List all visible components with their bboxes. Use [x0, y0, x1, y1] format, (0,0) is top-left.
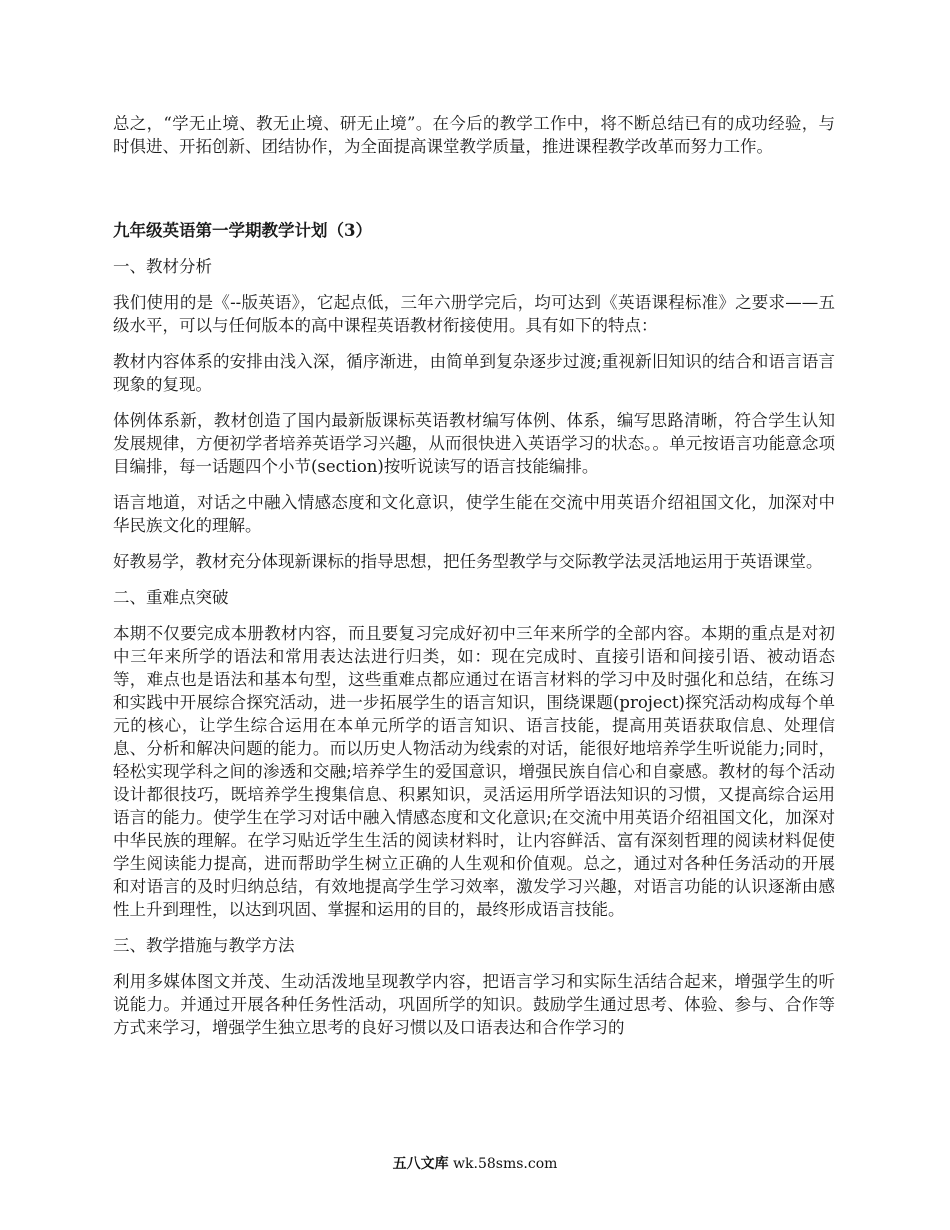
paragraph: 我们使用的是《--版英语》，它起点低，三年六册学完后，均可达到《英语课程标准》之要求——五级水平，可以与任何版本的高中课程英语教材衔接使用。具有如下的特点： — [113, 293, 835, 335]
document-body — [113, 112, 835, 1039]
section-heading: 二、重难点突破 — [113, 588, 229, 607]
paragraph: 好教易学，教材充分体现新课标的指导思想，把任务型教学与交际教学法灵活地运用于英语课堂。 — [113, 552, 823, 571]
paragraph: 语言地道，对话之中融入情感态度和文化意识，使学生能在交流中用英语介绍祖国文化，加深对中华民族文化的理解。 — [113, 493, 835, 535]
paragraph: 教材内容体系的安排由浅入深，循序渐进，由简单到复杂逐步过渡;重视新旧知识的结合和语言语言现象的复现。 — [113, 352, 835, 394]
page-footer — [0, 1154, 950, 1174]
paragraph: 利用多媒体图文并茂、生动活泼地呈现教学内容，把语言学习和实际生活结合起来，增强学生的听说能力。并通过开展各种任务性活动，巩固所学的知识。鼓励学生通过思考、体验、参与、合作等方式来学习，增强学生独立思考的良好习惯以及口语表达和合作学习的 — [113, 972, 835, 1037]
paragraph: 体例体系新，教材创造了国内最新版课标英语教材编写体例、体系，编写思路清晰，符合学生认知发展规律，方便初学者培养英语学习兴趣，从而很快进入英语学习的状态。。单元按语言功能意念项目编排，每一话题四个小节(section)按听说读写的语言技能编排。 — [113, 411, 835, 476]
document-title: 九年级英语第一学期教学计划（3） — [113, 221, 372, 240]
footer-url[interactable]: wk.58sms.com — [453, 1156, 558, 1172]
intro-paragraph: 总之，“学无止境、教无止境、研无止境”。在今后的教学工作中，将不断总结已有的成功经验，与时俱进、开拓创新、团结协作，为全面提高课堂教学质量，推进课程教学改革而努力工作。 — [113, 114, 835, 156]
paragraph: 本期不仅要完成本册教材内容，而且要复习完成好初中三年来所学的全部内容。本期的重点是对初中三年来所学的语法和常用表达法进行归类，如：现在完成时、直接引语和间接引语、被动语态等，难点也是语法和基本句型，这些重难点都应通过在语言材料的学习中及时强化和总结，在练习和实践中开展综合探究活动，进一步拓展学生的语言知识，围绕课题(project)探究活动构成每个单元的核心，让学生综合运用在本单元所学的语言知识、语言技能，提高用英语获取信息、处理信息、分析和解决问题的能力。而以历史人物活动为线索的对话，能很好地培养学生听说能力;同时，轻松实现学科之间的渗透和交融;培养学生的爱国意识，增强民族自信心和自豪感。教材的每个活动设计都很技巧，既培养学生搜集信息、积累知识，灵活运用所学语法知识的习惯，又提高综合运用语言的能力。使学生在学习对话中融入情感态度和文化意识;在交流中用英语介绍祖国文化，加深对中华民族的理解。在学习贴近学生生活的阅读材料时，让内容鲜活、富有深刻哲理的阅读材料促使学生阅读能力提高，进而帮助学生树立正确的人生观和价值观。总之，通过对各种任务活动的开展和对语言的及时归纳总结，有效地提高学生学习效率，激发学习兴趣，对语言功能的认识逐渐由感性上升到理性，以达到巩固、掌握和运用的目的，最终形成语言技能。 — [113, 624, 835, 919]
section-heading: 一、教材分析 — [113, 257, 212, 276]
spacer — [113, 158, 835, 219]
footer-brand: 五八文库 — [392, 1156, 449, 1172]
section-heading: 三、教学措施与教学方法 — [113, 936, 295, 955]
